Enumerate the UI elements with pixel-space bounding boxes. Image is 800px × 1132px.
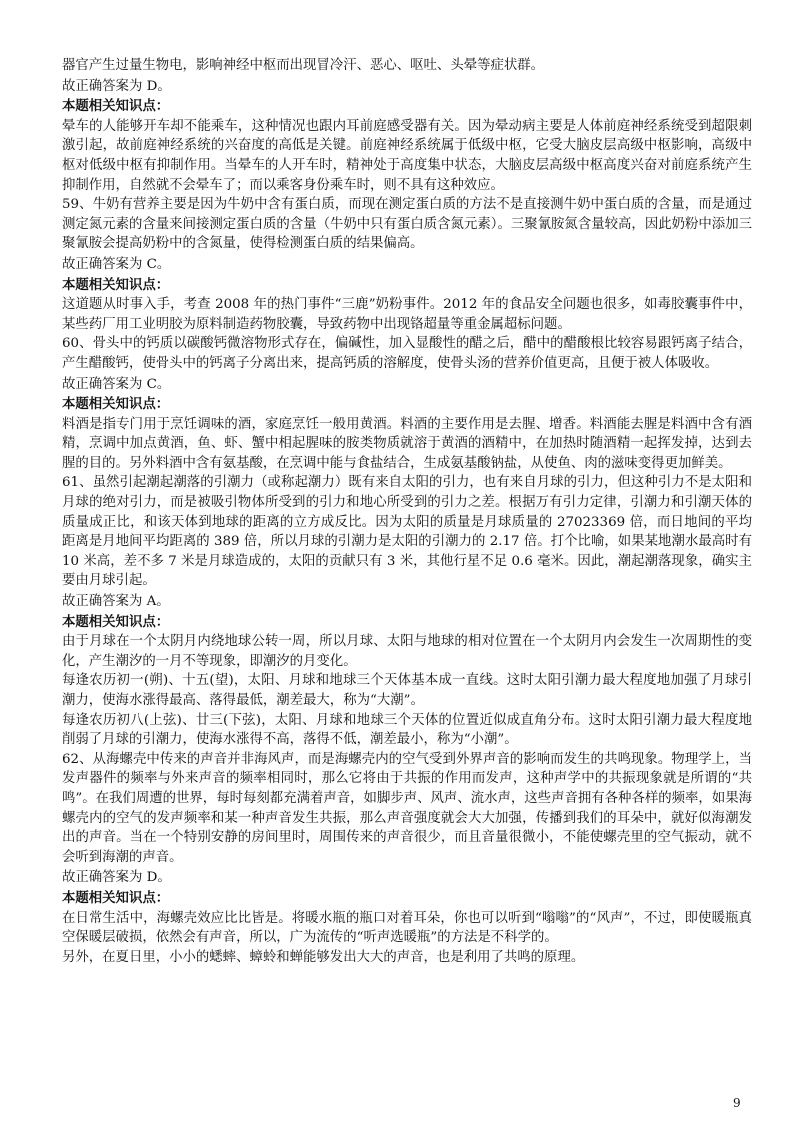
answer-line: 故正确答案为 C。 — [62, 376, 171, 392]
answer-line: 故正确答案为 A。 — [62, 594, 170, 610]
page-content — [62, 56, 752, 967]
paragraph: 每逢农历初八(上弦)、廿三(下弦)，太阳、月球和地球三个天体的位置近似成直角分布。这时太阳引潮力最大程度地削弱了月球的引潮力，使海水涨得不高，落得不低，潮差最小，称为“小潮”。 — [62, 712, 752, 748]
paragraph: 料酒是指专门用于烹饪调味的酒，家庭烹饪一般用黄酒。料酒的主要作用是去腥、增香。料酒能去腥是料酒中含有酒精，烹调中加点黄酒，鱼、虾、蟹中相起腥味的胺类物质就溶于黄酒的酒精中，在加热时随酒精一起挥发掉，达到去腥的目的。另外料酒中含有氨基酸，在烹调中能与食盐结合，生成氨基酸钠盐，从使鱼、肉的滋味变得更加鲜美。 — [62, 416, 752, 471]
section-heading: 本题相关知识点： — [62, 890, 170, 906]
section-heading: 本题相关知识点： — [62, 99, 170, 115]
page-number: 9 — [733, 1096, 741, 1110]
paragraph: 由于月球在一个太阴月内绕地球公转一周，所以月球、太阳与地球的相对位置在一个太阴月内会发生一次周期性的变化，产生潮汐的一月不等现象，即潮汐的月变化。 — [62, 634, 752, 669]
answer-line: 故正确答案为 C。 — [62, 256, 171, 272]
paragraph: 另外，在夏日里，小小的蟋蟀、蟑蛉和蝉能够发出大大的声音，也是利用了共鸣的原理。 — [62, 949, 585, 965]
question-paragraph: 62、从海螺壳中传来的声音并非海风声，而是海螺壳内的空气受到外界声音的影响而发生的共鸣现象。物理学上，当发声器件的频率与外来声音的频率相同时，那么它将由于共振的作用而发声，这种声学中的共振现象就是所谓的“共鸣”。在我们周遭的世界，每时每刻都充满着声音，如脚步声、风声、流水声，这些声音拥有各种各样的频率，如果海螺壳内的空气的发声频率和某一种声音发生共振，那么声音强度就会大大加强，传播到我们的耳朵中，就好似海潮发出的声音。当在一个特别安静的房间里时，周围传来的声音很少，而且音量很微小，不能使螺壳里的空气振动，就不会听到海潮的声音。 — [62, 751, 752, 865]
paragraph: 在日常生活中，海螺壳效应比比皆是。将暖水瓶的瓶口对着耳朵，你也可以听到“嗡嗡”的“风声”，不过，即使暖瓶真空保暖层破损，依然会有声音，所以，广为流传的“听声选暖瓶”的方法是不科学的。 — [62, 910, 752, 946]
section-heading: 本题相关知识点： — [62, 277, 170, 293]
answer-line: 故正确答案为 D。 — [62, 78, 171, 94]
section-heading: 本题相关知识点： — [62, 614, 170, 630]
question-paragraph: 60、骨头中的钙质以碳酸钙微溶物形式存在，偏碱性，加入显酸性的醋之后，醋中的醋酸根比较容易跟钙离子结合，产生醋酸钙，使骨头中的钙离子分离出来，提高钙质的溶解度，使骨头汤的营养价值更高，且便于被人体吸收。 — [62, 336, 752, 371]
paragraph: 晕车的人能够开车却不能乘车，这种情况也跟内耳前庭感受器有关。因为晕动病主要是人体前庭神经系统受到超限刺激引起，故前庭神经系统的兴奋度的高低是关键。前庭神经系统属于低级中枢，它受大脑皮层高级中枢影响，高级中枢对低级中枢有抑制作用。当晕车的人开车时，精神处于高度集中状态，大脑皮层高级中枢高度兴奋对前庭系统产生抑制作用，自然就不会晕车了；而以乘客身份乘车时，则不具有这种效应。 — [62, 118, 752, 193]
paragraph: 器官产生过量生物电，影响神经中枢而出现冒冷汗、恶心、呕吐、头晕等症状群。 — [62, 58, 545, 73]
answer-line: 故正确答案为 D。 — [62, 870, 171, 886]
question-paragraph: 59、牛奶有营养主要是因为牛奶中含有蛋白质，而现在测定蛋白质的方法不是直接测牛奶中蛋白质的含量，而是通过测定氮元素的含量来间接测定蛋白质的含量（牛奶中只有蛋白质含氮元素）。三聚氰胺氮含量较高，因此奶粉中添加三聚氰胺会提高奶粉中的含氮量，使得检测蛋白质的结果偏高。 — [62, 197, 752, 252]
paragraph: 这道题从时事入手，考查 2008 年的热门事件“三鹿”奶粉事件。2012 年的食品安全问题也很多，如毒胶囊事件中，某些药厂用工业明胶为原料制造药物胶囊，导致药物中出现铬超量等重金属超标问题。 — [62, 297, 752, 332]
section-heading: 本题相关知识点： — [62, 397, 170, 413]
question-paragraph: 61、虽然引起潮起潮落的引潮力（或称起潮力）既有来自太阳的引力，也有来自月球的引力，但这种引力不是太阳和月球的绝对引力，而是被吸引物体所受到的引力和地心所受到的引力之差。根据万有引力定律，引潮力和引潮天体的质量成正比，和该天体到地球的距离的立方成反比。因为太阳的质量是月球质量的 27023369 倍，而日地间的平均距离是月地间平均距离的 389 倍，所以月球的引潮力是太阳的引潮力的 2.17 倍。打个比喻，如果某地潮水最高时有 10 米高，差不多 7 米是月球造成的，太阳的贡献只有 3 米，其他行星不足 0.6 毫米。因此，潮起潮落现象，确实主要由月球引起。 — [62, 475, 752, 589]
paragraph: 每逢农历初一(朔)、十五(望)，太阳、月球和地球三个天体基本成一直线。这时太阳引潮力最大程度地加强了月球引潮力，使海水涨得最高、落得最低，潮差最大，称为“大潮”。 — [62, 673, 752, 708]
